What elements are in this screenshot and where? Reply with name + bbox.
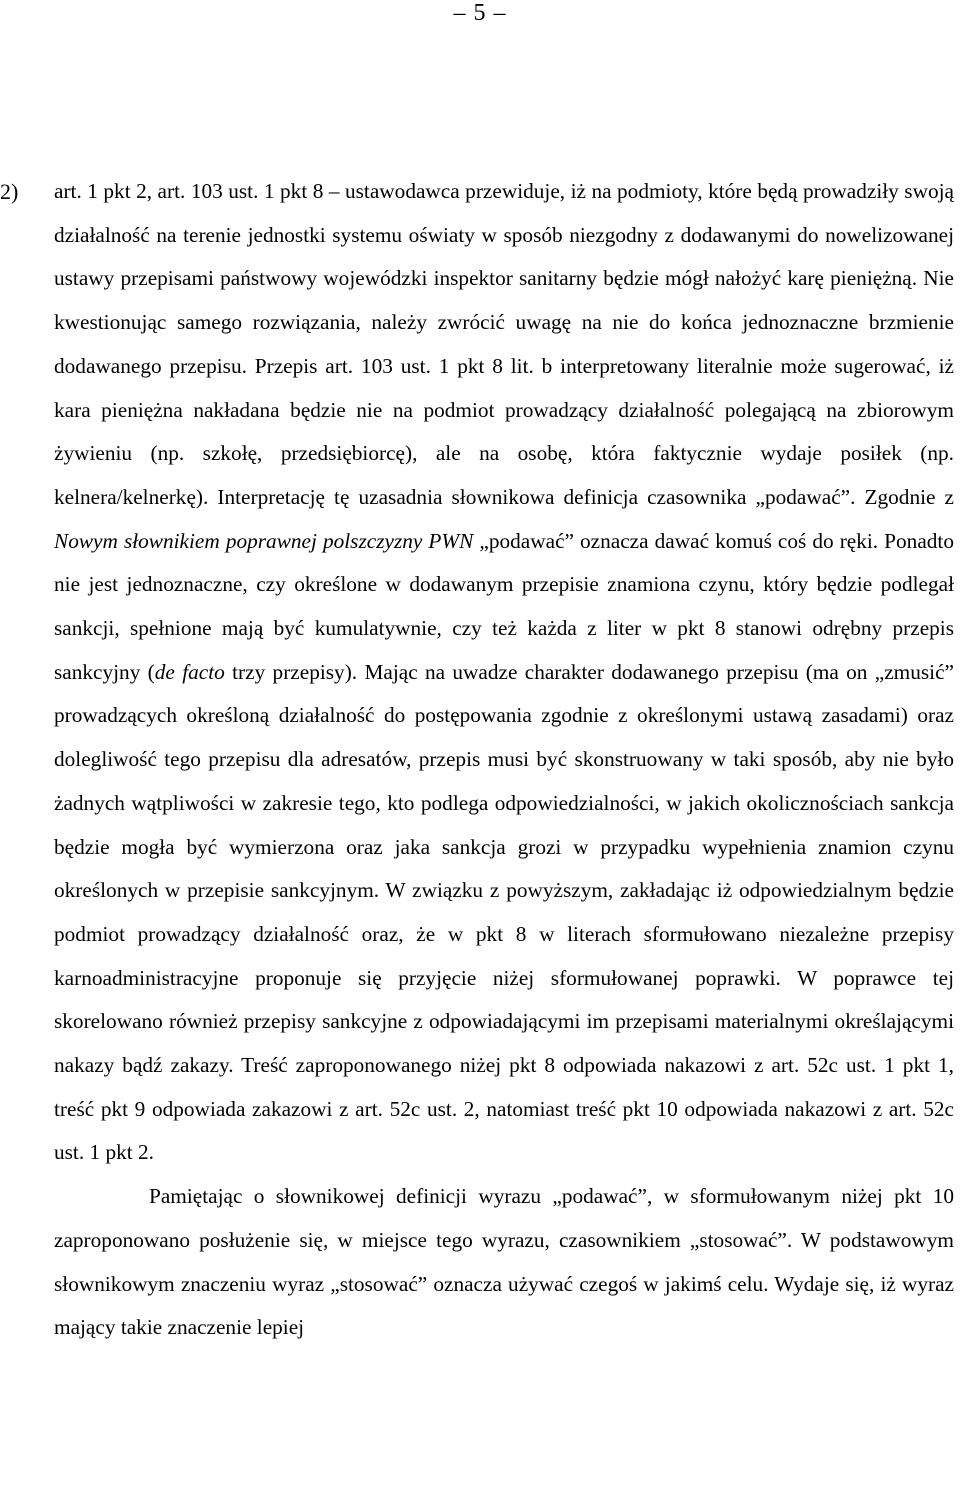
paragraph-text: trzy przepisy). Mając na uwadze charakter dodawanego przepisu (ma on „zmusić” prowadzących określoną działalność do postępowania zgodnie z określonymi ustawą zasadami) oraz dolegliwość tego przepisu dla adresatów, przepis musi być skonstruowany w taki sposób, aby nie było żadnych wątpliwości w zakresie tego, kto podlega odpowiedzialności, w jakich okolicznościach sankcja będzie mogła być wymierzona oraz jaka sankcja grozi w przypadku wypełnienia znamion czynu określonych w przepisie sankcyjnym. W związku z powyższym, zakładając iż odpowiedzialnym będzie podmiot prowadzący działalność oraz, że w pkt 8 w literach sformułowano niezależne przepisy karnoadministracyjne proponuje się przyjęcie niżej sformułowanej poprawki. W poprawce tej skorelowano również przepisy sankcyjne z odpowiadającymi im przepisami materialnymi określającymi nakazy bądź zakazy. Treść zaproponowanego niżej pkt 8 odpowiada nakazowi z art. 52c ust. 1 pkt 1, treść pkt 9 odpowiada zakazowi z art. 52c ust. 2, natomiast treść pkt 10 odpowiada nakazowi z art. 52c ust. 1 pkt 2. <box>54 659 954 1165</box>
paragraph-text: art. 1 pkt 2, art. 103 ust. 1 pkt 8 – ustawodawca przewiduje, iż na podmioty, które będą prowadziły swoją działalność na terenie jednostki systemu oświaty w sposób niezgodny z dodawanymi do nowelizowanej ustawy przepisami państwowy wojewódzki inspektor sanitarny będzie mógł nałożyć karę pieniężną. Nie kwestionując samego rozwiązania, należy zwrócić uwagę na nie do końca jednoznaczne brzmienie dodawanego przepisu. Przepis art. 103 ust. 1 pkt 8 lit. b interpretowany literalnie może sugerować, iż kara pieniężna nakładana będzie nie na podmiot prowadzący działalność polegającą na zbiorowym żywieniu (np. szkołę, przedsiębiorcę), ale na osobę, która faktycznie wydaje posiłek (np. kelnera/kelnerkę). Interpretację tę uzasadnia słownikowa definicja czasownika „podawać”. Zgodnie z <box>54 179 954 509</box>
paragraph-text: „podawać” oznacza dawać komuś coś do ręki. Ponadto nie jest jednoznaczne, czy określone w dodawanym przepisie znamiona czynu, który będzie podlegał sankcji, spełnione mają być kumulatywnie, czy też każda z liter w pkt 8 stanowi odrębny przepis sankcyjny ( <box>54 528 954 684</box>
list-item-body <box>54 170 954 1350</box>
list-item-marker: 2) <box>0 179 19 204</box>
body-paragraph-1 <box>54 170 954 1175</box>
body-paragraph-2: Pamiętając o słownikowej definicji wyrazu „podawać”, w sformułowanym niżej pkt 10 zaproponowano posłużenie się, w miejsce tego wyrazu, czasownikiem „stosować”. W podstawowym słownikowym znaczeniu wyraz „stosować” oznacza używać czegoś w jakimś celu. Wydaje się, iż wyraz mający takie znaczenie lepiej <box>54 1184 954 1340</box>
page-number: – 5 – <box>453 0 507 26</box>
latin-phrase: de facto <box>154 659 225 684</box>
dictionary-title: Nowym słownikiem poprawnej polszczyzny PWN <box>54 528 474 553</box>
